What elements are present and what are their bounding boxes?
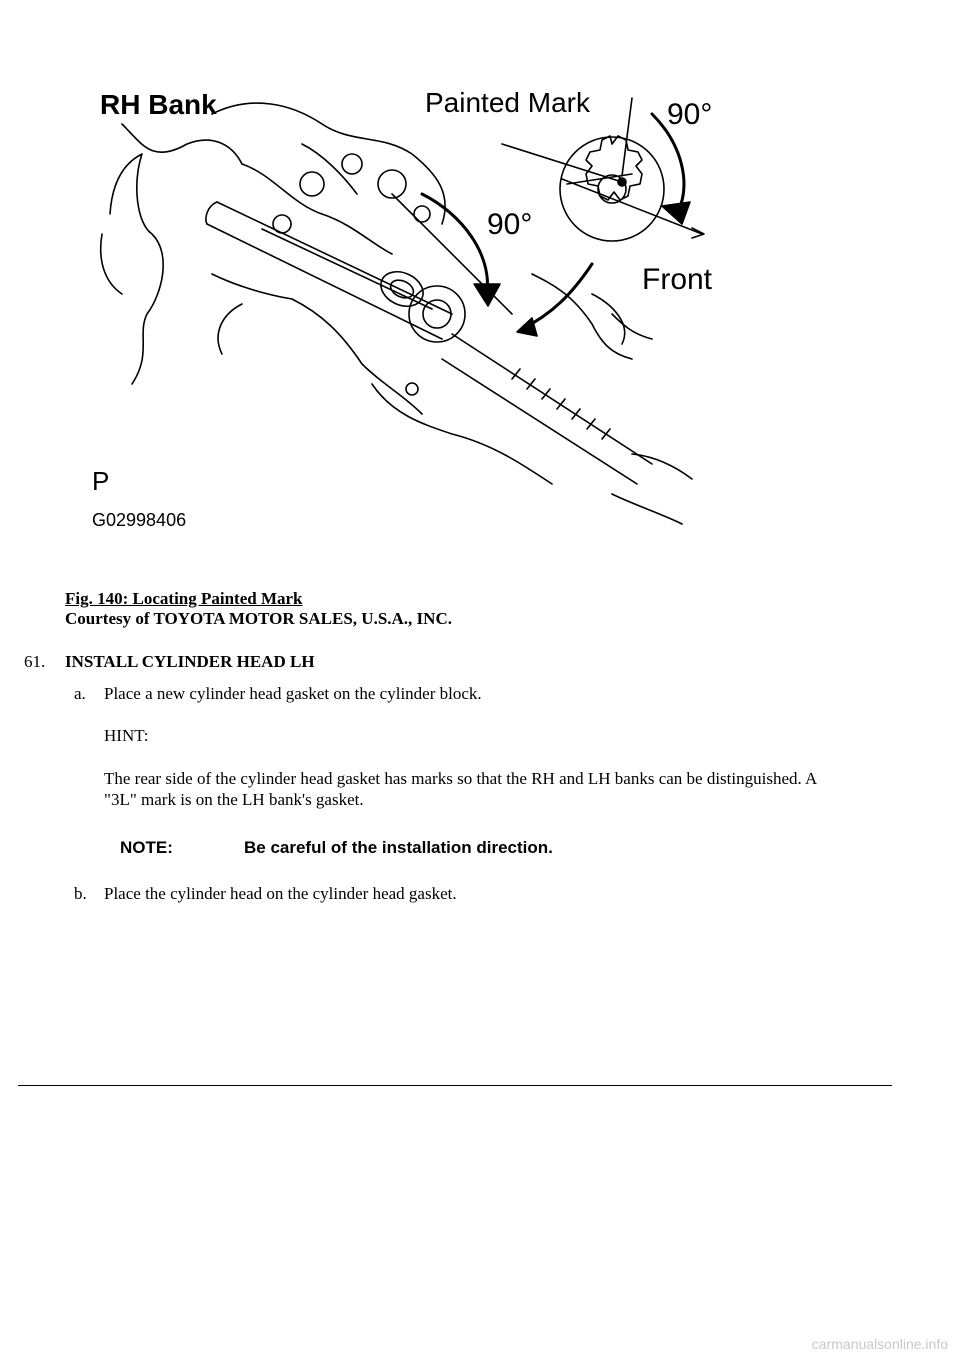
- sub-step-a-letter: a.: [74, 684, 86, 703]
- hint-label: HINT:: [104, 726, 149, 745]
- figure-painted-mark: [92, 84, 752, 534]
- step-number: 61.: [24, 652, 46, 671]
- step-title: INSTALL CYLINDER HEAD LH: [65, 652, 315, 671]
- label-angle-top: 90°: [667, 98, 713, 131]
- sub-step-a-text: Place a new cylinder head gasket on the cylinder block.: [104, 684, 482, 703]
- label-figure-code: G02998406: [92, 510, 187, 530]
- figure-caption-credit: Courtesy of TOYOTA MOTOR SALES, U.S.A., INC.: [65, 609, 452, 628]
- label-corner-letter: P: [92, 466, 110, 496]
- figure-caption-title[interactable]: Fig. 140: Locating Painted Mark: [65, 589, 303, 608]
- footer-divider: [18, 1085, 892, 1086]
- note-label: NOTE:: [120, 838, 173, 857]
- watermark: carmanualsonline.info: [811, 1336, 948, 1352]
- label-rh-bank: RH Bank: [100, 89, 217, 120]
- label-angle-mid: 90°: [487, 208, 533, 241]
- sub-step-b-text: Place the cylinder head on the cylinder head gasket.: [104, 884, 457, 903]
- label-painted-mark: Painted Mark: [425, 87, 590, 118]
- label-front: Front: [642, 263, 713, 296]
- hint-text: The rear side of the cylinder head gasket has marks so that the RH and LH banks can be distinguished. A "3L" mark is on the LH bank's gasket.: [104, 769, 817, 809]
- sub-step-b-letter: b.: [74, 884, 87, 903]
- note-text: Be careful of the installation direction.: [244, 838, 553, 857]
- engine-line-drawing: [92, 84, 752, 534]
